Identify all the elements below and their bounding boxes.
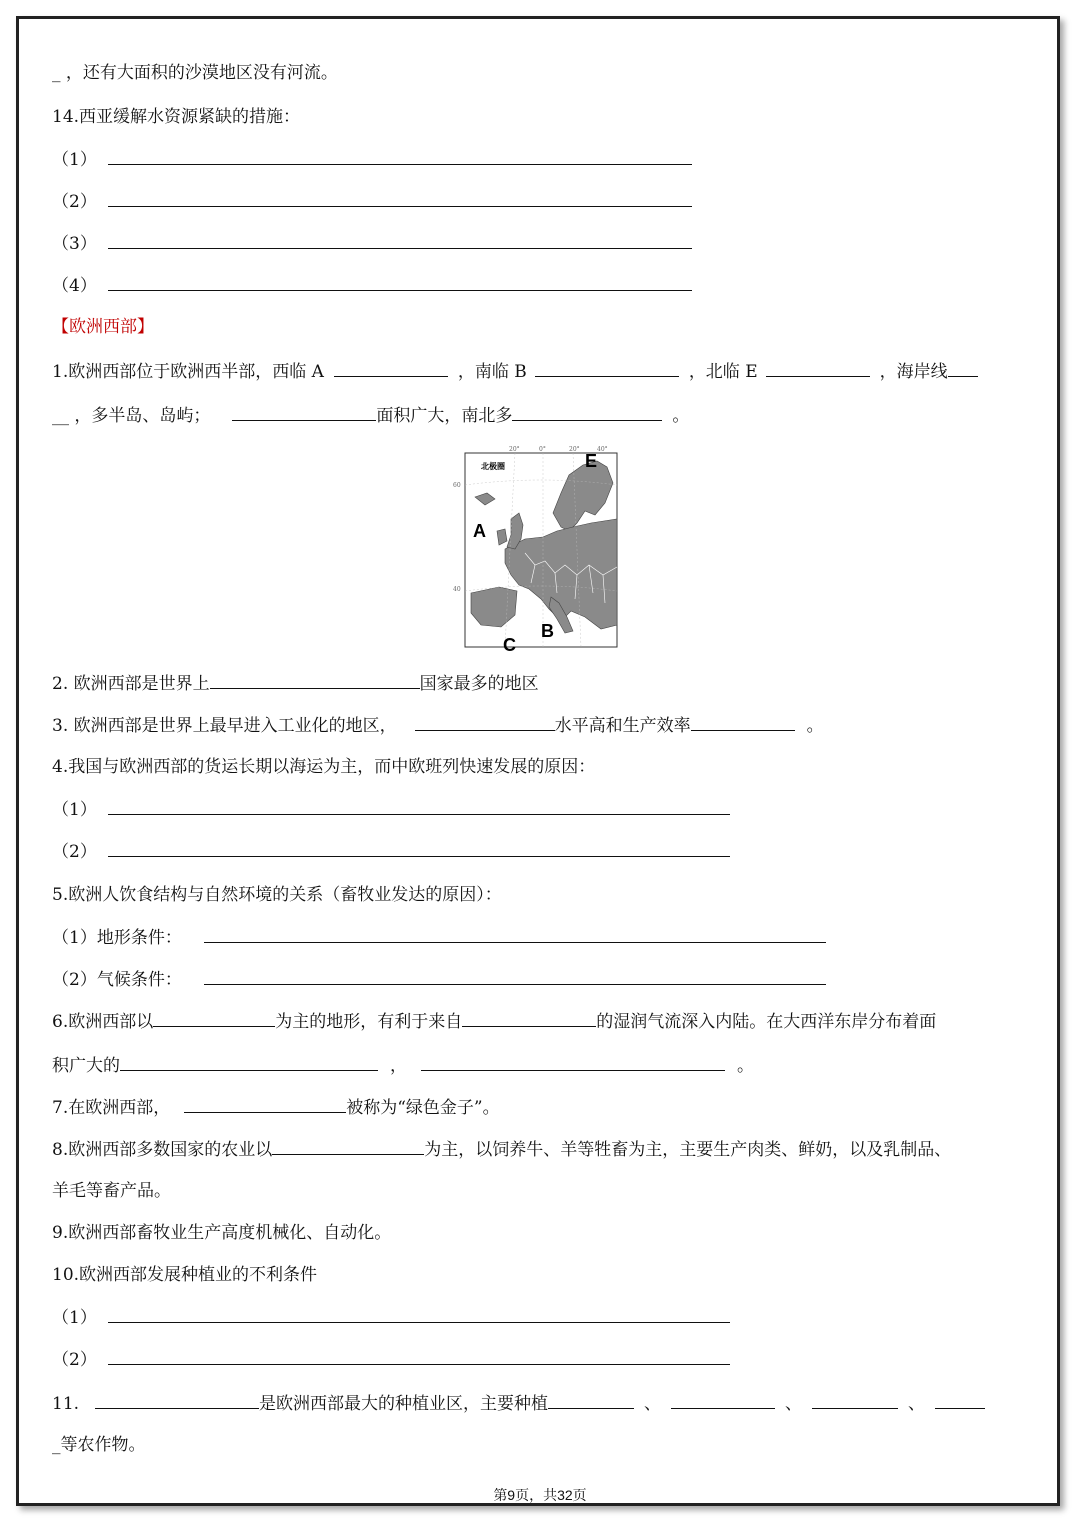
blank[interactable]: [204, 968, 826, 985]
blank[interactable]: [120, 1054, 378, 1071]
blank[interactable]: [334, 360, 448, 377]
map-label-c: C: [503, 635, 516, 655]
map-tick: 0°: [539, 446, 546, 453]
question-5: 5.欧洲人饮食结构与自然环境的关系（畜牧业发达的原因）：: [52, 885, 502, 905]
map-tick: 40: [453, 586, 461, 593]
question-7: 7.在欧洲西部， 被称为“绿色金子”。: [52, 1098, 500, 1118]
question-9: 9.欧洲西部畜牧业生产高度机械化、自动化。: [52, 1223, 392, 1243]
blank[interactable]: [548, 1392, 634, 1409]
blank[interactable]: [812, 1392, 898, 1409]
blank[interactable]: [671, 1392, 775, 1409]
blank[interactable]: [108, 840, 730, 857]
question-8-cont: 羊毛等畜产品。: [52, 1181, 171, 1201]
question-3: 3. 欧洲西部是世界上最早进入工业化的地区， 水平高和生产效率 。: [52, 716, 824, 736]
question-2: 2. 欧洲西部是世界上 国家最多的地区: [52, 674, 539, 694]
blank[interactable]: [948, 360, 978, 377]
line-desert: _ ，还有大面积的沙漠地区没有河流。: [52, 63, 338, 83]
question-11: 11. 是欧洲西部最大的种植业区，主要种植 、 、 、: [52, 1392, 985, 1415]
blank[interactable]: [415, 714, 555, 731]
map-label-b: B: [541, 621, 554, 641]
blank[interactable]: [512, 404, 662, 421]
blank[interactable]: [184, 1096, 346, 1113]
map-tick: 20°: [509, 446, 520, 453]
blank[interactable]: [232, 404, 376, 421]
blank[interactable]: [95, 1392, 259, 1409]
question-4: 4.我国与欧洲西部的货运长期以海运为主，而中欧班列快速发展的原因：: [52, 757, 596, 777]
page-number: 第9页，共32页: [493, 1487, 587, 1503]
answer-line-14-2: （2）: [52, 190, 692, 213]
question-10: 10.欧洲西部发展种植业的不利条件: [52, 1265, 318, 1285]
blank[interactable]: [766, 360, 870, 377]
section-title: 【欧洲西部】: [52, 317, 154, 337]
answer-line-10-2: （2）: [52, 1348, 730, 1371]
question-8: 8.欧洲西部多数国家的农业以 为主，以饲养牛、羊等牲畜为主，主要生产肉类、鲜奶，以及乳制品、: [52, 1140, 952, 1160]
question-11-cont: _等农作物。: [52, 1435, 146, 1455]
answer-line-10-1: （1）: [52, 1306, 730, 1329]
europe-map: [453, 446, 617, 655]
blank[interactable]: [210, 672, 420, 689]
blank[interactable]: [108, 1348, 730, 1365]
question-6-cont: 积广大的 ， 。: [52, 1056, 754, 1076]
blank[interactable]: [421, 1054, 725, 1071]
blank[interactable]: [153, 1010, 275, 1027]
map-arctic-label: 北极圈: [481, 462, 505, 471]
blank[interactable]: [535, 360, 679, 377]
blank[interactable]: [204, 926, 826, 943]
answer-line-4-2: （2）: [52, 840, 730, 863]
map-tick: 60: [453, 482, 461, 489]
blank[interactable]: [108, 232, 692, 249]
blank[interactable]: [272, 1138, 424, 1155]
answer-line-14-1: （1）: [52, 148, 692, 171]
blank[interactable]: [935, 1392, 985, 1409]
blank[interactable]: [108, 148, 692, 165]
map-label-a: A: [473, 521, 486, 541]
blank[interactable]: [108, 274, 692, 291]
blank[interactable]: [691, 714, 795, 731]
blank[interactable]: [462, 1010, 596, 1027]
blank[interactable]: [108, 798, 730, 815]
question-1: 1.欧洲西部位于欧洲西半部，西临 A ，南临 B ，北临 E ，海岸线: [52, 360, 978, 383]
answer-line-14-3: （3）: [52, 232, 692, 255]
answer-line-5-1: （1）地形条件：: [52, 926, 826, 949]
map-tick: 20°: [569, 446, 580, 453]
answer-line-5-2: （2）气候条件：: [52, 968, 826, 991]
blank[interactable]: [108, 1306, 730, 1323]
map-label-e: E: [585, 451, 598, 471]
question-14: 14.西亚缓解水资源紧缺的措施：: [52, 107, 301, 127]
question-6: 6.欧洲西部以 为主的地形，有利于来自 的湿润气流深入内陆。在大西洋东岸分布着面: [52, 1012, 937, 1032]
map-tick: 40°: [597, 446, 608, 453]
question-1-cont: __ ，多半岛、岛屿； 面积广大，南北多 。: [52, 406, 690, 426]
answer-line-14-4: （4）: [52, 274, 692, 297]
answer-line-4-1: （1）: [52, 798, 730, 821]
blank[interactable]: [108, 190, 692, 207]
